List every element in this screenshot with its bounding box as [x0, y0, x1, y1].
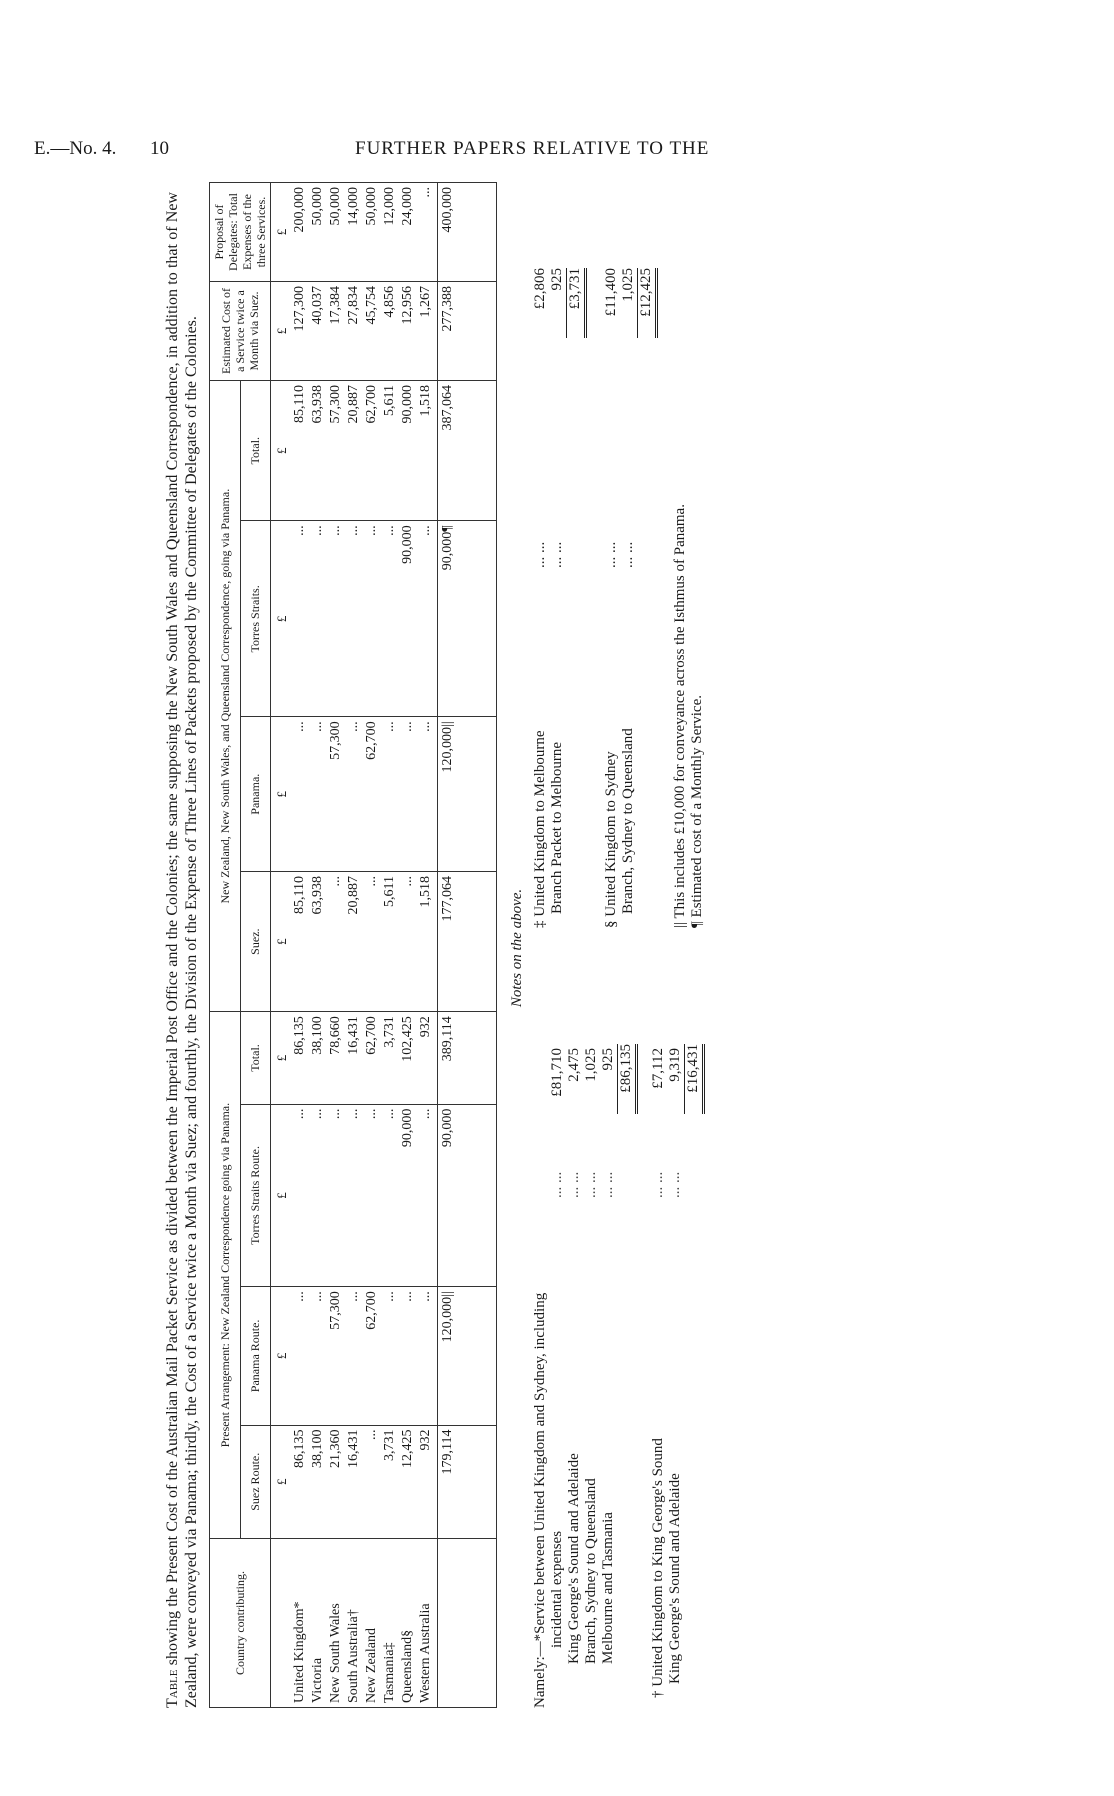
country-row: Victoria: [310, 1657, 325, 1703]
value-cell: 20,887: [346, 385, 361, 424]
value-cell: ...: [346, 1291, 361, 1302]
header-torres: Torres Straits.: [240, 521, 271, 717]
header-present: Present Arrangement: New Zealand Correspondence going via Panama.: [210, 1012, 241, 1539]
note-amount: £11,400: [603, 268, 619, 317]
leader-dots: ... ...: [532, 541, 548, 568]
value-cell: ...: [310, 1291, 325, 1302]
value-cell: 85,110: [292, 876, 307, 915]
col-suez-route: [271, 1425, 438, 1538]
note-amount: 925: [549, 268, 565, 291]
note-text: ‡ United Kingdom to Melbourne: [532, 730, 548, 928]
country-row: Western Australia: [418, 1603, 433, 1703]
total-cell: 389,114: [438, 1012, 497, 1104]
pound-sign: £: [274, 790, 289, 798]
value-cell: ...: [292, 1108, 307, 1120]
note-line: [566, 948, 583, 1708]
country-row: New Zealand: [364, 1627, 379, 1703]
value-cell: 17,384: [328, 286, 343, 325]
value-cell: 102,425: [400, 1016, 415, 1062]
note-amount: 2,475: [566, 1048, 582, 1082]
pound-sign: £: [274, 1054, 289, 1062]
value-cell: ...: [364, 525, 379, 536]
value-cell: ...: [292, 525, 307, 536]
note-amount: £2,806: [532, 268, 548, 310]
value-cell: 932: [418, 1429, 433, 1451]
header-proposal: Proposal of Delegates: Total Expenses of the three Services.: [210, 183, 271, 282]
value-cell: 1,518: [418, 876, 433, 908]
country-row: Tasmania‡: [382, 1642, 397, 1703]
value-cell: 85,110: [292, 385, 307, 423]
value-cell: ...: [292, 1291, 307, 1302]
pound-sign: £: [274, 1478, 289, 1486]
note-text: Branch, Sydney to Queensland: [620, 728, 636, 914]
note-text: Branch, Sydney to Queensland: [583, 1478, 599, 1664]
note-text: § United Kingdom to Sydney: [603, 751, 619, 928]
value-cell: 50,000: [310, 187, 325, 226]
caption-lead: Table: [164, 1669, 181, 1708]
value-cell: 38,100: [310, 1016, 325, 1055]
notes-section: [532, 188, 732, 1708]
note-text: Melbourne and Tasmania: [600, 1512, 616, 1664]
leader-dots: ... ...: [667, 1171, 683, 1198]
value-cell: 90,000: [400, 385, 415, 424]
value-cell: 63,938: [310, 385, 325, 424]
value-cell: ...: [364, 1108, 379, 1120]
value-cell: ...: [382, 1108, 397, 1120]
header-panama: Panama.: [240, 717, 271, 872]
value-cell: 5,611: [382, 385, 397, 416]
note-total: £86,135: [618, 1044, 634, 1093]
value-cell: 12,425: [400, 1429, 415, 1469]
value-cell: ...: [292, 721, 307, 732]
country-row: Queensland§: [400, 1629, 415, 1703]
value-cell: 16,431: [346, 1016, 361, 1055]
header-torres-route: Torres Straits Route.: [240, 1104, 271, 1287]
value-cell: 1,518: [418, 385, 433, 417]
total-cell: 120,000||: [438, 717, 497, 872]
value-cell: 3,731: [382, 1016, 397, 1048]
pound-sign: £: [274, 327, 289, 335]
col-total2: [271, 381, 438, 521]
total-cell: 177,064: [438, 872, 497, 1012]
footnote-panama: || This includes £10,000 for conveyance across the Isthmus of Panama.: [672, 504, 688, 928]
header-total: Total.: [240, 1012, 271, 1104]
note-text: incidental expenses: [549, 1530, 565, 1648]
total-cell: 277,388: [438, 282, 497, 381]
note-line: [532, 188, 549, 928]
value-cell: 57,300: [328, 385, 343, 424]
note-line: [549, 188, 566, 928]
value-cell: 24,000: [400, 187, 415, 226]
value-cell: ...: [418, 1291, 433, 1302]
caption-text: showing the Present Cost of the Australian Mail Packet Service as divided between the Imperial Post Office and the Colonies; the same supposing the New South Wales and Queensland Correspondence, in addition to that of New Zealand, were conveyed via Panama; thirdly, the Cost of a Service twice a Month via Suez; and fourthly, the Division of the Expense of Three Lines of Packets proposed by the Committee of Delegates of the Colonies.: [164, 192, 200, 1708]
country-row: New South Wales: [328, 1603, 343, 1703]
running-title: FURTHER PAPERS RELATIVE TO THE: [355, 138, 710, 159]
value-cell: 3,731: [382, 1429, 397, 1462]
note-amount: 925: [600, 1048, 616, 1071]
value-cell: 21,360: [328, 1429, 343, 1469]
col-torres: [271, 521, 438, 717]
sum-rule: [702, 1044, 705, 1708]
note-text: King George's Sound and Adelaide: [566, 1453, 582, 1664]
notes-title: Notes on the above.: [509, 888, 525, 1008]
note-text: Branch Packet to Melbourne: [549, 741, 565, 914]
pound-sign: £: [274, 615, 289, 623]
note-line: [667, 948, 684, 1708]
value-cell: 4,856: [382, 286, 397, 318]
note-total: £12,425: [638, 268, 654, 317]
note-amount: £7,112: [650, 1048, 666, 1089]
country-row: United Kingdom*: [292, 1601, 307, 1703]
pound-sign: £: [274, 1192, 289, 1199]
note-text: King George's Sound and Adelaide: [667, 1473, 683, 1684]
value-cell: 20,887: [346, 876, 361, 915]
value-cell: 57,300: [328, 1291, 343, 1330]
note-line: [603, 188, 620, 928]
value-cell: 62,700: [364, 1291, 379, 1330]
country-row: South Australia†: [346, 1609, 361, 1703]
notes-left: [532, 948, 705, 1708]
leader-dots: ... ...: [600, 1171, 616, 1198]
value-cell: ...: [328, 876, 343, 887]
note-line: Namely:—*Service between United Kingdom and Sydney, including: [532, 1292, 548, 1708]
value-cell: ...: [382, 525, 397, 536]
total-cell: 179,114: [438, 1425, 497, 1538]
total-cell: 387,064: [438, 381, 497, 521]
value-cell: 90,000: [400, 1108, 415, 1148]
value-cell: ...: [418, 187, 433, 198]
note-amount: £81,710: [549, 1048, 565, 1097]
value-cell: 62,700: [364, 1016, 379, 1055]
total-cell: 400,000: [438, 183, 497, 282]
header-suez-route: Suez Route.: [240, 1425, 271, 1538]
value-cell: ...: [364, 876, 379, 887]
value-cell: 86,135: [292, 1016, 307, 1055]
col-proposal: [271, 183, 438, 282]
value-cell: 86,135: [292, 1429, 307, 1469]
note-amount: 9,319: [667, 1048, 683, 1082]
value-cell: ...: [346, 1108, 361, 1120]
value-cell: 57,300: [328, 721, 343, 760]
total-cell: 90,000¶: [438, 521, 497, 717]
total-cell: 120,000||: [438, 1287, 497, 1425]
value-cell: 12,000: [382, 187, 397, 226]
value-cell: ...: [346, 525, 361, 536]
leader-dots: ... ...: [620, 541, 636, 568]
value-cell: ...: [310, 1108, 325, 1120]
note-line: [600, 948, 617, 1708]
value-cell: 90,000: [400, 525, 415, 564]
total-cell: 90,000: [438, 1104, 497, 1287]
value-cell: ...: [418, 721, 433, 732]
leader-dots: ... ...: [650, 1171, 666, 1198]
page-header: [0, 138, 1114, 168]
page-number: 10: [150, 138, 169, 159]
header-suez: Suez.: [240, 872, 271, 1012]
header-panama-route: Panama Route.: [240, 1287, 271, 1425]
value-cell: ...: [400, 1291, 415, 1302]
value-cell: 1,267: [418, 286, 433, 318]
value-cell: ...: [328, 1108, 343, 1120]
value-cell: ...: [310, 525, 325, 536]
value-cell: ...: [382, 1291, 397, 1302]
value-cell: ...: [364, 1429, 379, 1441]
value-cell: ...: [328, 525, 343, 536]
value-cell: 127,300: [292, 286, 307, 332]
value-cell: ...: [346, 721, 361, 732]
note-amount: 1,025: [583, 1048, 599, 1082]
note-amount: 1,025: [620, 268, 636, 302]
col-panama-route: [271, 1287, 438, 1425]
col-estimated: [271, 282, 438, 381]
pound-sign: £: [274, 447, 289, 454]
pound-sign: £: [274, 938, 289, 945]
leader-dots: ... ...: [603, 541, 619, 568]
document-ref: E.—No. 4.: [34, 138, 117, 159]
note-line: [650, 948, 667, 1708]
value-cell: 16,431: [346, 1429, 361, 1469]
note-line: [620, 188, 637, 928]
totals-label-cell: [438, 1539, 497, 1708]
note-text: † United Kingdom to King George's Sound: [650, 1438, 666, 1698]
col-torres-route: [271, 1104, 438, 1287]
value-cell: ...: [400, 876, 415, 887]
note-line: [549, 948, 566, 1708]
col-panama: [271, 717, 438, 872]
totals-row: [438, 183, 497, 1708]
value-cell: 63,938: [310, 876, 325, 915]
country-column: [271, 1539, 438, 1708]
pound-sign: £: [274, 1352, 289, 1360]
cost-table: [209, 182, 497, 1708]
value-cell: ...: [382, 721, 397, 732]
value-cell: 62,700: [364, 721, 379, 760]
value-cell: ...: [310, 721, 325, 732]
value-cell: 40,037: [310, 286, 325, 325]
value-cell: 62,700: [364, 385, 379, 424]
value-cell: ...: [400, 721, 415, 732]
header-estimated: Estimated Cost of a Service twice a Month via Suez.: [210, 282, 271, 381]
value-cell: 932: [418, 1016, 433, 1038]
value-cell: 5,611: [382, 876, 397, 908]
value-cell: 50,000: [364, 187, 379, 226]
value-cell: 50,000: [328, 187, 343, 226]
value-cell: ...: [418, 525, 433, 536]
value-cell: 27,834: [346, 286, 361, 325]
value-cell: 12,956: [400, 286, 415, 325]
value-cell: 78,660: [328, 1016, 343, 1055]
leader-dots: ... ...: [583, 1171, 599, 1198]
col-total: [271, 1012, 438, 1104]
value-cell: ...: [418, 1108, 433, 1120]
leader-dots: ... ...: [566, 1171, 582, 1198]
pound-sign: £: [274, 228, 289, 236]
note-total: £16,431: [685, 1044, 701, 1093]
table-caption: [163, 192, 201, 1708]
notes-right: [532, 188, 706, 928]
header-total2: Total.: [240, 381, 271, 521]
rotated-table-page: [163, 188, 983, 1708]
note-total: £3,731: [567, 268, 583, 310]
data-rows: [271, 183, 438, 1708]
leader-dots: ... ...: [549, 1171, 565, 1198]
col-suez: [271, 872, 438, 1012]
note-line: [583, 948, 600, 1708]
header-nz-nsw-q: New Zealand, New South Wales, and Queensland Correspondence, going via Panama.: [210, 381, 241, 1012]
footnote-monthly: ¶ Estimated cost of a Monthly Service.: [689, 695, 705, 928]
leader-dots: ... ...: [549, 541, 565, 568]
value-cell: 200,000: [292, 187, 307, 233]
value-cell: 38,100: [310, 1429, 325, 1469]
value-cell: 14,000: [346, 187, 361, 226]
value-cell: 45,754: [364, 286, 379, 325]
header-country: Country contributing.: [210, 1539, 271, 1708]
